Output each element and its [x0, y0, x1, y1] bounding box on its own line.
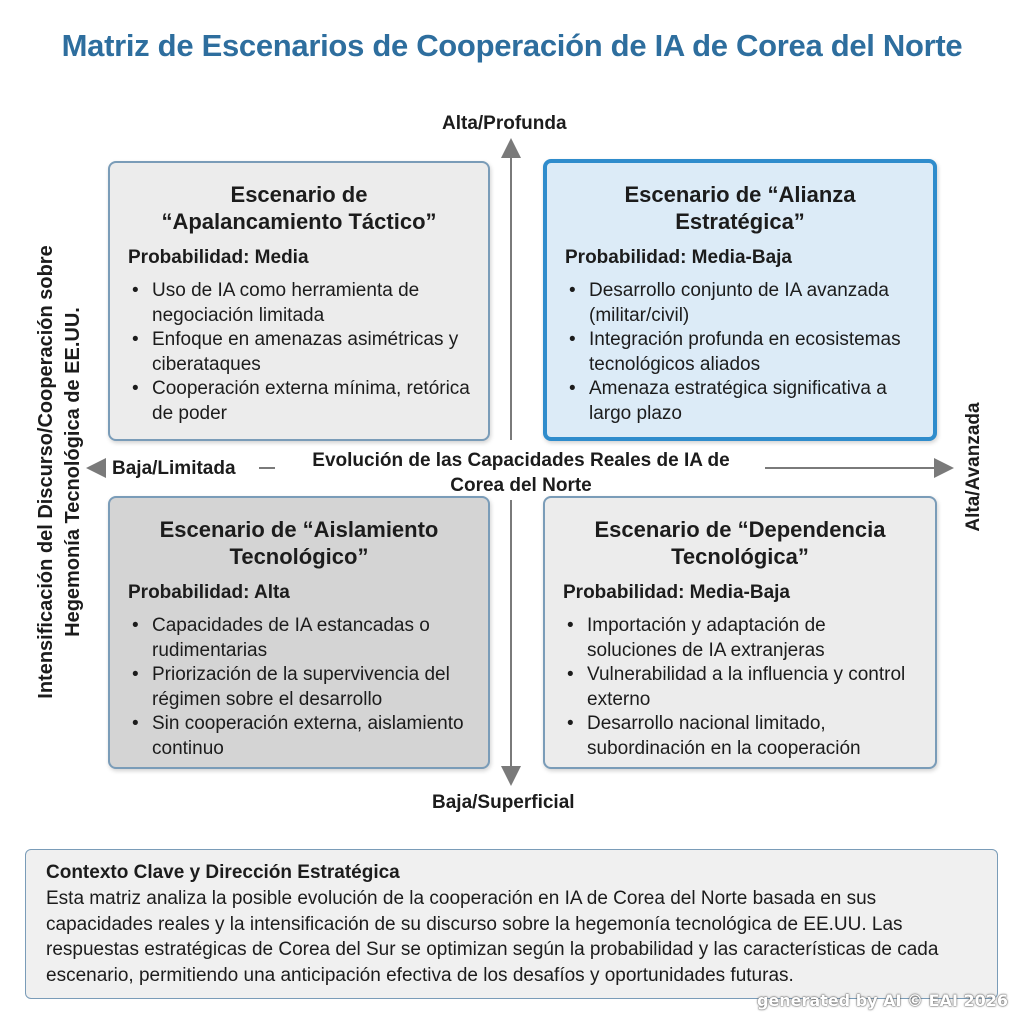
- list-item-text: Desarrollo conjunto de IA avanzada (militar/civil): [589, 280, 889, 326]
- axis-label-right: Alta/Avanzada: [963, 402, 984, 532]
- list-item: [128, 279, 472, 328]
- quadrant-bullet-list: [126, 279, 472, 426]
- quadrant-bullet-list: [561, 614, 919, 761]
- quadrant-title: Escenario de “Alianza Estratégica”: [624, 182, 856, 234]
- list-item-text: Priorización de la supervivencia del régimen sobre el desarrollo: [152, 664, 450, 710]
- bullet-icon: •: [569, 329, 576, 350]
- list-item-text: Capacidades de IA estancadas o rudimentarias: [152, 615, 430, 661]
- bullet-icon: •: [569, 280, 576, 301]
- bullet-icon: •: [569, 378, 576, 399]
- quadrant-probability: Probabilidad: Alta: [128, 582, 290, 603]
- bullet-icon: •: [567, 664, 574, 685]
- bullet-icon: •: [132, 664, 139, 685]
- context-title: Contexto Clave y Dirección Estratégica: [46, 862, 400, 883]
- list-item: [128, 328, 472, 377]
- bullet-icon: •: [132, 280, 139, 301]
- list-item: [563, 712, 919, 761]
- list-item: [563, 614, 919, 663]
- quadrant-tactical-leverage: [108, 161, 490, 441]
- vertical-axis-title: Intensificación del Discurso/Cooperación sobre Hegemonía Tecnológica de EE.UU.: [35, 245, 84, 699]
- quadrant-technological-isolation: [108, 496, 490, 769]
- quadrant-title: Escenario de “Dependencia Tecnológica”: [594, 517, 886, 569]
- list-item: [565, 377, 917, 426]
- quadrant-technological-dependence: [543, 496, 937, 769]
- bullet-icon: •: [567, 713, 574, 734]
- list-item-text: Desarrollo nacional limitado, subordinación en la cooperación: [587, 713, 861, 759]
- watermark: generated by AI © EAI 2026: [756, 991, 1008, 1010]
- bullet-icon: •: [132, 713, 139, 734]
- bullet-icon: •: [132, 615, 139, 636]
- quadrant-probability: Probabilidad: Media: [128, 247, 309, 268]
- list-item-text: Importación y adaptación de soluciones de IA extranjeras: [587, 615, 826, 661]
- list-item: [128, 377, 472, 426]
- bullet-icon: •: [132, 378, 139, 399]
- list-item-text: Enfoque en amenazas asimétricas y ciberataques: [152, 329, 459, 375]
- list-item-text: Vulnerabilidad a la influencia y control externo: [587, 664, 906, 710]
- list-item-text: Uso de IA como herramienta de negociación limitada: [152, 280, 420, 326]
- context-box: [25, 849, 998, 999]
- quadrant-bullet-list: [126, 614, 472, 761]
- list-item-text: Amenaza estratégica significativa a largo plazo: [589, 378, 887, 424]
- list-item: [128, 614, 472, 663]
- list-item-text: Integración profunda en ecosistemas tecnológicos aliados: [589, 329, 901, 375]
- axis-label-top: Alta/Profunda: [442, 113, 567, 134]
- horizontal-axis-title: Evolución de las Capacidades Reales de IA de Corea del Norte: [282, 448, 760, 498]
- list-item: [128, 663, 472, 712]
- list-item: [563, 663, 919, 712]
- bullet-icon: •: [132, 329, 139, 350]
- quadrant-bullet-list: [563, 279, 917, 426]
- quadrant-probability: Probabilidad: Media-Baja: [565, 247, 792, 268]
- quadrant-probability: Probabilidad: Media-Baja: [563, 582, 790, 603]
- axis-label-left: Baja/Limitada: [112, 458, 236, 479]
- list-item: [128, 712, 472, 761]
- context-text: Esta matriz analiza la posible evolución de la cooperación en IA de Corea del Norte basada en sus capacidades reales y la intensificación de su discurso sobre la hegemonía tecnológica de EE.UU. Las respuestas estratégicas de Corea del Sur se optimizan según la probabilidad y las características de cada escenario, permitiendo una anticipación efectiva de los desafíos y oportunidades futuras.: [46, 888, 939, 986]
- quadrant-title: Escenario de “Apalancamiento Táctico”: [161, 182, 437, 234]
- quadrant-strategic-alliance: [543, 159, 937, 441]
- list-item: [565, 328, 917, 377]
- bullet-icon: •: [567, 615, 574, 636]
- list-item-text: Sin cooperación externa, aislamiento continuo: [152, 713, 464, 759]
- quadrant-title: Escenario de “Aislamiento Tecnológico”: [159, 517, 439, 569]
- page-title: Matriz de Escenarios de Cooperación de IA de Corea del Norte: [61, 28, 963, 63]
- list-item-text: Cooperación externa mínima, retórica de poder: [152, 378, 470, 424]
- list-item: [565, 279, 917, 328]
- axis-label-bottom: Baja/Superficial: [432, 792, 575, 813]
